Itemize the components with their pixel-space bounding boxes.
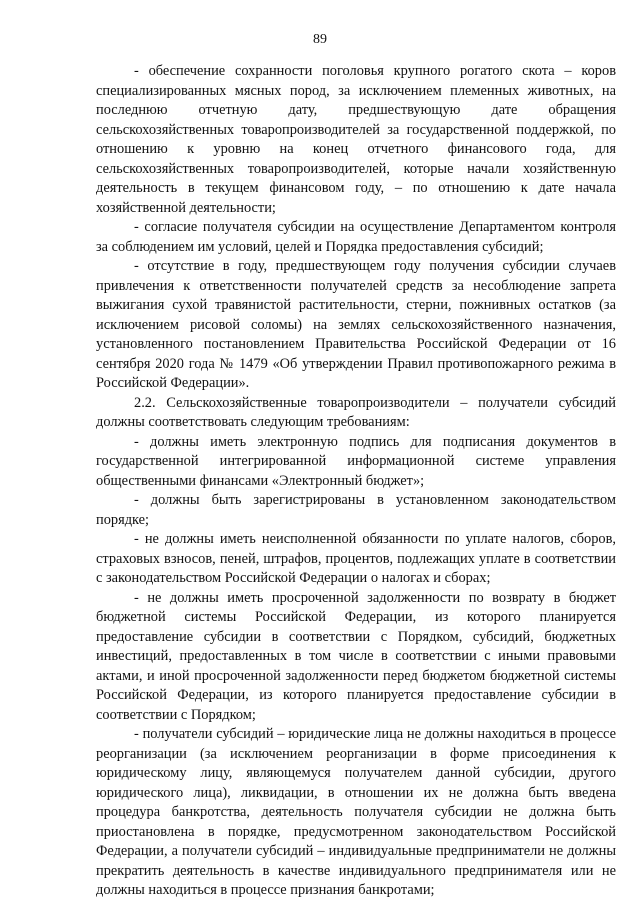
paragraph-no-tax-debt: - не должны иметь неисполненной обязанности по уплате налогов, сборов, страховых взносов, пеней, штрафов, процентов, подлежащих уплате в соответствии с законодательством Российской Федерации о налогах и сборах; [96, 531, 616, 586]
paragraph-no-overdue-debt: - не должны иметь просроченной задолженности по возврату в бюджет бюджетной системы Российской Федерации, из которого планируется предоставление субсидии в соответствии с Порядком, субсидий, бюджетных инвестиций, предоставленных в том числе в соответствии с иными правовыми актами, и иной просроченной задолженности перед бюджетом бюджетной системы Российской Федерации, из которого планируется предоставление субсидии в соответствии с Порядком; [96, 589, 616, 723]
paragraph-section-2-2: 2.2. Сельскохозяйственные товаропроизводители – получатели субсидий должны соответствовать следующим требованиям: [96, 394, 616, 430]
paragraph-control-consent: - согласие получателя субсидии на осуществление Департаментом контроля за соблюдением им условий, целей и Порядка предоставления субсидий; [96, 219, 616, 255]
document-body [96, 62, 616, 901]
paragraph-registration: - должны быть зарегистрированы в установленном законодательством порядке; [96, 492, 616, 528]
paragraph-livestock-preservation: - обеспечение сохранности поголовья крупного рогатого скота – коров специализированных мясных пород, за исключением племенных животных, на последнюю отчетную дату, предшествующую дате обращения сельскохозяйственных товаропроизводителей за государственной поддержкой, по отношению к уровню на конец отчетного финансового года, для сельскохозяйственных товаропроизводителей, которые начали хозяйственную деятельность в текущем финансовом году, – по отношению к дате начала хозяйственной деятельности; [96, 63, 616, 216]
paragraph-electronic-signature: - должны иметь электронную подпись для подписания документов в государственной интегрированной информационной системе управления общественными финансами «Электронный бюджет»; [96, 433, 616, 489]
paragraph-no-reorganization: - получатели субсидий – юридические лица не должны находиться в процессе реорганизации (за исключением реорганизации в форме присоединения к юридическому лицу, являющемуся получателем данной субсидии, другого юридического лица), ликвидации, в отношении их не должна быть введена процедура банкротства, деятельность получателя субсидии не должна быть приостановлена в порядке, предусмотренном законодательством Российской Федерации, а получатели субсидий – индивидуальные предприниматели не должны прекратить деятельность в качестве индивидуального предпринимателя или не должны находиться в процессе признания банкротами; [96, 726, 616, 898]
page-number: 89 [313, 32, 327, 47]
paragraph-burning-ban: - отсутствие в году, предшествующем году получения субсидии случаев привлечения к ответственности получателей средств за несоблюдение запрета выжигания сухой травянистой растительности, стерни, пожнивных остатков (за исключением рисовой соломы) на землях сельскохозяйственного назначения, установленного постановлением Правительства Российской Федерации от 16 сентября 2020 года № 1479 «Об утверждении Правил противопожарного режима в Российской Федерации». [96, 258, 616, 391]
